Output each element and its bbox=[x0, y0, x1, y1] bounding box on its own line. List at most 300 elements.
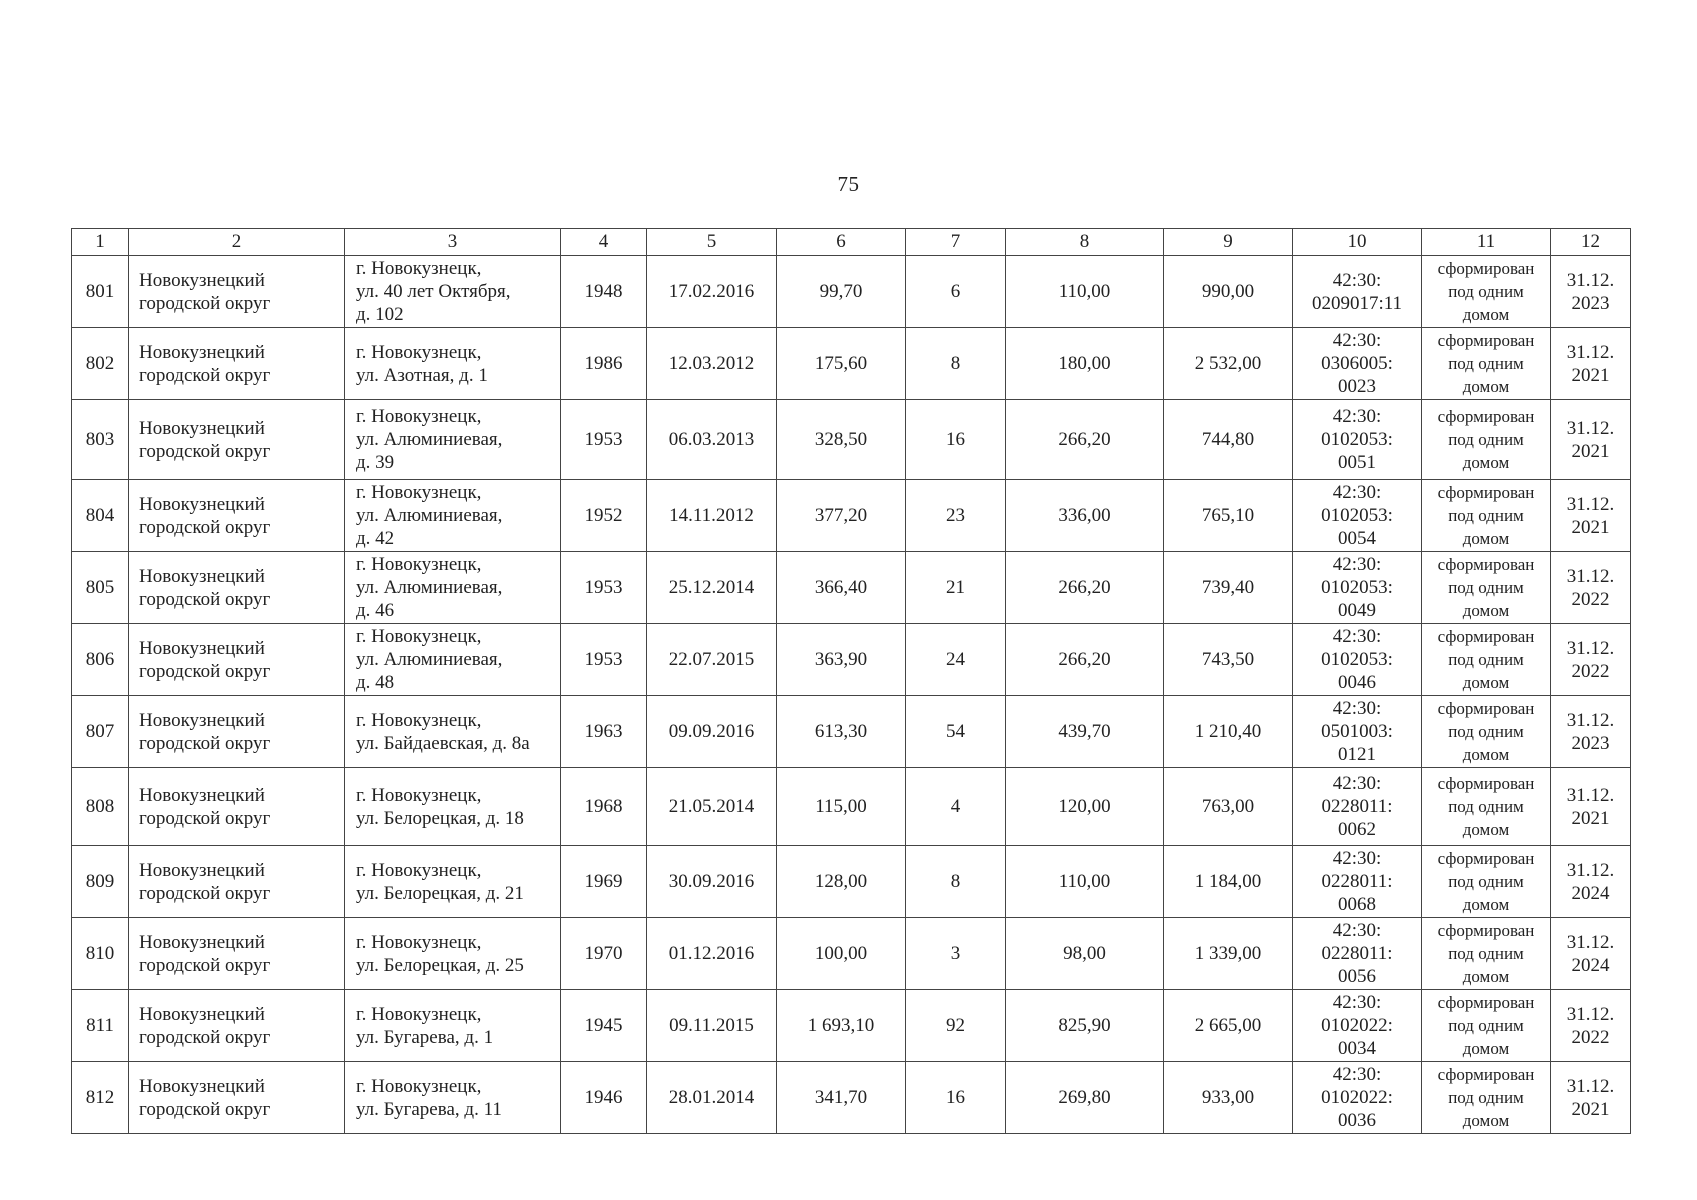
year-cell: 1953 bbox=[561, 624, 647, 696]
address-cell-line: ул. Байдаевская, д. 8а bbox=[356, 732, 530, 754]
deadline-cell-line: 2022 bbox=[1571, 660, 1610, 682]
year-cell: 1953 bbox=[561, 552, 647, 624]
district-cell-line: городской округ bbox=[139, 516, 271, 538]
deadline-cell bbox=[1551, 552, 1631, 624]
cadastral-number-cell-line: 42:30: bbox=[1332, 992, 1382, 1013]
district-cell-line: Новокузнецкий bbox=[139, 709, 265, 731]
table-row bbox=[72, 696, 1631, 768]
cadastral-number-cell bbox=[1293, 990, 1422, 1062]
year-cell: 1948 bbox=[561, 256, 647, 328]
land-status-cell-line: сформирован bbox=[1437, 849, 1535, 868]
cadastral-number-cell bbox=[1293, 328, 1422, 400]
deadline-cell-line: 31.12. bbox=[1566, 859, 1615, 881]
residents-cell: 4 bbox=[906, 768, 1006, 846]
column-8-cell: 336,00 bbox=[1006, 480, 1164, 552]
address-cell-line: д. 39 bbox=[356, 452, 395, 473]
land-status-cell-line: сформирован bbox=[1437, 627, 1535, 646]
area-cell: 175,60 bbox=[777, 328, 906, 400]
cadastral-number-cell bbox=[1293, 696, 1422, 768]
date-cell: 06.03.2013 bbox=[647, 400, 777, 480]
page-number: 75 bbox=[837, 172, 860, 196]
date-cell: 09.09.2016 bbox=[647, 696, 777, 768]
deadline-cell bbox=[1551, 918, 1631, 990]
date-cell: 12.03.2012 bbox=[647, 328, 777, 400]
district-cell-line: городской округ bbox=[139, 732, 271, 754]
land-status-cell-line: сформирован bbox=[1437, 921, 1535, 940]
district-cell-line: Новокузнецкий bbox=[139, 269, 265, 291]
district-cell-line: городской округ bbox=[139, 1026, 271, 1048]
land-status-cell-line: домом bbox=[1462, 529, 1510, 548]
column-8-cell: 439,70 bbox=[1006, 696, 1164, 768]
column-header: 1 bbox=[72, 229, 129, 256]
year-cell: 1963 bbox=[561, 696, 647, 768]
column-8-cell: 266,20 bbox=[1006, 552, 1164, 624]
land-status-cell-line: домом bbox=[1462, 453, 1510, 472]
table-row bbox=[72, 846, 1631, 918]
residents-cell: 8 bbox=[906, 846, 1006, 918]
column-9-cell: 743,50 bbox=[1164, 624, 1293, 696]
cadastral-number-cell-line: 0102053: bbox=[1321, 429, 1393, 450]
column-9-cell: 2 665,00 bbox=[1164, 990, 1293, 1062]
date-cell: 09.11.2015 bbox=[647, 990, 777, 1062]
column-header: 8 bbox=[1006, 229, 1164, 256]
cadastral-number-cell-line: 0228011: bbox=[1321, 871, 1393, 892]
row-number: 805 bbox=[72, 552, 129, 624]
cadastral-number-cell bbox=[1293, 1062, 1422, 1134]
cadastral-number-cell-line: 0306005: bbox=[1321, 353, 1393, 374]
residents-cell: 21 bbox=[906, 552, 1006, 624]
column-header: 4 bbox=[561, 229, 647, 256]
district-cell-line: городской округ bbox=[139, 882, 271, 904]
district-cell-line: Новокузнецкий bbox=[139, 417, 265, 439]
district-cell-line: Новокузнецкий bbox=[139, 493, 265, 515]
column-header: 3 bbox=[345, 229, 561, 256]
district-cell-line: Новокузнецкий bbox=[139, 931, 265, 953]
deadline-cell-line: 31.12. bbox=[1566, 1075, 1615, 1097]
cadastral-number-cell-line: 0034 bbox=[1338, 1038, 1376, 1059]
row-number: 803 bbox=[72, 400, 129, 480]
district-cell-line: Новокузнецкий bbox=[139, 637, 265, 659]
address-cell-line: д. 46 bbox=[356, 600, 395, 621]
address-cell bbox=[345, 256, 561, 328]
area-cell: 613,30 bbox=[777, 696, 906, 768]
deadline-cell-line: 31.12. bbox=[1566, 565, 1615, 587]
area-cell: 377,20 bbox=[777, 480, 906, 552]
address-cell-line: г. Новокузнецк, bbox=[356, 931, 482, 953]
district-cell bbox=[129, 328, 345, 400]
residents-cell: 24 bbox=[906, 624, 1006, 696]
deadline-cell-line: 31.12. bbox=[1566, 637, 1615, 659]
land-status-cell-line: под одним bbox=[1448, 1088, 1524, 1107]
address-cell bbox=[345, 624, 561, 696]
column-header: 6 bbox=[777, 229, 906, 256]
district-cell bbox=[129, 624, 345, 696]
address-cell-line: ул. Алюминиевая, bbox=[356, 429, 503, 450]
residents-cell: 16 bbox=[906, 400, 1006, 480]
land-status-cell-line: сформирован bbox=[1437, 699, 1535, 718]
column-9-cell: 1 339,00 bbox=[1164, 918, 1293, 990]
district-cell bbox=[129, 400, 345, 480]
land-status-cell-line: домом bbox=[1462, 377, 1510, 396]
row-number: 811 bbox=[72, 990, 129, 1062]
land-status-cell-line: под одним bbox=[1448, 650, 1524, 669]
land-status-cell bbox=[1422, 1062, 1551, 1134]
address-cell-line: д. 48 bbox=[356, 672, 395, 693]
year-cell: 1986 bbox=[561, 328, 647, 400]
year-cell: 1969 bbox=[561, 846, 647, 918]
area-cell: 128,00 bbox=[777, 846, 906, 918]
area-cell: 328,50 bbox=[777, 400, 906, 480]
cadastral-number-cell bbox=[1293, 400, 1422, 480]
land-status-cell-line: сформирован bbox=[1437, 259, 1535, 278]
land-status-cell-line: под одним bbox=[1448, 722, 1524, 741]
land-status-cell-line: сформирован bbox=[1437, 555, 1535, 574]
land-status-cell-line: домом bbox=[1462, 601, 1510, 620]
cadastral-number-cell-line: 0062 bbox=[1338, 819, 1376, 840]
district-cell-line: городской округ bbox=[139, 588, 271, 610]
district-cell-line: городской округ bbox=[139, 364, 271, 386]
cadastral-number-cell bbox=[1293, 624, 1422, 696]
address-cell-line: ул. Алюминиевая, bbox=[356, 649, 503, 670]
land-status-cell bbox=[1422, 918, 1551, 990]
land-status-cell-line: сформирован bbox=[1437, 993, 1535, 1012]
date-cell: 25.12.2014 bbox=[647, 552, 777, 624]
address-cell bbox=[345, 328, 561, 400]
area-cell: 100,00 bbox=[777, 918, 906, 990]
address-cell-line: ул. Бугарева, д. 11 bbox=[356, 1098, 502, 1120]
district-cell-line: Новокузнецкий bbox=[139, 341, 265, 363]
district-cell bbox=[129, 480, 345, 552]
residents-cell: 23 bbox=[906, 480, 1006, 552]
deadline-cell-line: 2021 bbox=[1571, 516, 1610, 538]
cadastral-number-cell-line: 42:30: bbox=[1332, 920, 1382, 941]
district-cell-line: городской округ bbox=[139, 292, 271, 314]
address-cell bbox=[345, 480, 561, 552]
cadastral-number-cell-line: 0023 bbox=[1338, 376, 1376, 397]
land-status-cell-line: под одним bbox=[1448, 282, 1524, 301]
date-cell: 17.02.2016 bbox=[647, 256, 777, 328]
deadline-cell-line: 2021 bbox=[1571, 364, 1610, 386]
deadline-cell-line: 2021 bbox=[1571, 807, 1610, 829]
address-cell bbox=[345, 768, 561, 846]
column-8-cell: 110,00 bbox=[1006, 256, 1164, 328]
deadline-cell bbox=[1551, 256, 1631, 328]
address-cell-line: г. Новокузнецк, bbox=[356, 341, 482, 363]
deadline-cell-line: 2022 bbox=[1571, 588, 1610, 610]
row-number: 809 bbox=[72, 846, 129, 918]
table-row bbox=[72, 990, 1631, 1062]
address-cell-line: г. Новокузнецк, bbox=[356, 784, 482, 806]
cadastral-number-cell-line: 0036 bbox=[1338, 1110, 1376, 1131]
column-8-cell: 180,00 bbox=[1006, 328, 1164, 400]
deadline-cell bbox=[1551, 1062, 1631, 1134]
district-cell-line: Новокузнецкий bbox=[139, 784, 265, 806]
row-number: 810 bbox=[72, 918, 129, 990]
cadastral-number-cell bbox=[1293, 552, 1422, 624]
deadline-cell-line: 2021 bbox=[1571, 440, 1610, 462]
address-cell-line: г. Новокузнецк, bbox=[356, 1075, 482, 1097]
year-cell: 1946 bbox=[561, 1062, 647, 1134]
address-cell bbox=[345, 696, 561, 768]
date-cell: 14.11.2012 bbox=[647, 480, 777, 552]
column-header: 11 bbox=[1422, 229, 1551, 256]
cadastral-number-cell-line: 42:30: bbox=[1332, 698, 1382, 719]
deadline-cell-line: 31.12. bbox=[1566, 493, 1615, 515]
cadastral-number-cell bbox=[1293, 768, 1422, 846]
cadastral-number-cell-line: 0056 bbox=[1338, 966, 1376, 987]
cadastral-number-cell-line: 0102053: bbox=[1321, 649, 1393, 670]
district-cell-line: городской округ bbox=[139, 807, 271, 829]
table-row bbox=[72, 1062, 1631, 1134]
table-row bbox=[72, 552, 1631, 624]
district-cell bbox=[129, 552, 345, 624]
district-cell-line: Новокузнецкий bbox=[139, 859, 265, 881]
date-cell: 21.05.2014 bbox=[647, 768, 777, 846]
column-8-cell: 266,20 bbox=[1006, 624, 1164, 696]
deadline-cell-line: 2021 bbox=[1571, 1098, 1610, 1120]
cadastral-number-cell-line: 0102053: bbox=[1321, 505, 1393, 526]
column-9-cell: 1 210,40 bbox=[1164, 696, 1293, 768]
district-cell-line: Новокузнецкий bbox=[139, 1075, 265, 1097]
column-header: 5 bbox=[647, 229, 777, 256]
address-cell-line: ул. Белорецкая, д. 25 bbox=[356, 954, 524, 976]
column-number-row bbox=[72, 229, 1631, 256]
column-8-cell: 825,90 bbox=[1006, 990, 1164, 1062]
district-cell bbox=[129, 1062, 345, 1134]
land-status-cell-line: домом bbox=[1462, 673, 1510, 692]
year-cell: 1968 bbox=[561, 768, 647, 846]
cadastral-number-cell-line: 0046 bbox=[1338, 672, 1376, 693]
land-status-cell-line: сформирован bbox=[1437, 331, 1535, 350]
date-cell: 30.09.2016 bbox=[647, 846, 777, 918]
cadastral-number-cell-line: 42:30: bbox=[1332, 269, 1382, 291]
address-cell-line: ул. 40 лет Октября, bbox=[356, 281, 511, 302]
land-status-cell bbox=[1422, 696, 1551, 768]
deadline-cell bbox=[1551, 846, 1631, 918]
district-cell-line: Новокузнецкий bbox=[139, 1003, 265, 1025]
column-8-cell: 98,00 bbox=[1006, 918, 1164, 990]
year-cell: 1970 bbox=[561, 918, 647, 990]
column-header: 12 bbox=[1551, 229, 1631, 256]
cadastral-number-cell-line: 42:30: bbox=[1332, 482, 1382, 503]
residents-cell: 16 bbox=[906, 1062, 1006, 1134]
address-cell-line: ул. Бугарева, д. 1 bbox=[356, 1026, 494, 1048]
year-cell: 1945 bbox=[561, 990, 647, 1062]
deadline-cell bbox=[1551, 696, 1631, 768]
address-cell-line: г. Новокузнецк, bbox=[356, 406, 482, 427]
land-status-cell bbox=[1422, 480, 1551, 552]
cadastral-number-cell-line: 42:30: bbox=[1332, 330, 1382, 351]
deadline-cell-line: 31.12. bbox=[1566, 931, 1615, 953]
land-status-cell-line: сформирован bbox=[1437, 1065, 1535, 1084]
column-9-cell: 739,40 bbox=[1164, 552, 1293, 624]
year-cell: 1953 bbox=[561, 400, 647, 480]
row-number: 812 bbox=[72, 1062, 129, 1134]
land-status-cell-line: под одним bbox=[1448, 430, 1524, 449]
cadastral-number-cell-line: 0102022: bbox=[1321, 1015, 1393, 1036]
row-number: 802 bbox=[72, 328, 129, 400]
district-cell bbox=[129, 918, 345, 990]
address-cell-line: ул. Алюминиевая, bbox=[356, 505, 503, 526]
address-cell-line: ул. Азотная, д. 1 bbox=[356, 364, 488, 386]
row-number: 807 bbox=[72, 696, 129, 768]
deadline-cell bbox=[1551, 990, 1631, 1062]
land-status-cell-line: под одним bbox=[1448, 872, 1524, 891]
area-cell: 366,40 bbox=[777, 552, 906, 624]
residents-cell: 54 bbox=[906, 696, 1006, 768]
address-cell-line: г. Новокузнецк, bbox=[356, 1003, 482, 1025]
deadline-cell-line: 2023 bbox=[1571, 732, 1610, 754]
table-row bbox=[72, 256, 1631, 328]
land-status-cell-line: под одним bbox=[1448, 944, 1524, 963]
district-cell bbox=[129, 846, 345, 918]
land-status-cell-line: домом bbox=[1462, 745, 1510, 764]
land-status-cell-line: домом bbox=[1462, 1111, 1510, 1130]
cadastral-number-cell-line: 42:30: bbox=[1332, 773, 1382, 794]
housing-registry-table bbox=[71, 228, 1631, 1134]
row-number: 808 bbox=[72, 768, 129, 846]
cadastral-number-cell bbox=[1293, 918, 1422, 990]
cadastral-number-cell bbox=[1293, 256, 1422, 328]
year-cell: 1952 bbox=[561, 480, 647, 552]
district-cell-line: городской округ bbox=[139, 954, 271, 976]
table-row bbox=[72, 624, 1631, 696]
column-8-cell: 110,00 bbox=[1006, 846, 1164, 918]
cadastral-number-cell-line: 0228011: bbox=[1321, 796, 1393, 817]
district-cell-line: городской округ bbox=[139, 1098, 271, 1120]
land-status-cell-line: сформирован bbox=[1437, 774, 1535, 793]
address-cell-line: г. Новокузнецк, bbox=[356, 626, 482, 647]
cadastral-number-cell-line: 0121 bbox=[1338, 744, 1376, 765]
land-status-cell bbox=[1422, 400, 1551, 480]
column-header: 2 bbox=[129, 229, 345, 256]
column-9-cell: 763,00 bbox=[1164, 768, 1293, 846]
address-cell bbox=[345, 990, 561, 1062]
column-header: 10 bbox=[1293, 229, 1422, 256]
column-9-cell: 990,00 bbox=[1164, 256, 1293, 328]
cadastral-number-cell-line: 42:30: bbox=[1332, 848, 1382, 869]
table-row bbox=[72, 328, 1631, 400]
address-cell-line: ул. Белорецкая, д. 18 bbox=[356, 807, 524, 829]
deadline-cell bbox=[1551, 480, 1631, 552]
cadastral-number-cell-line: 42:30: bbox=[1332, 626, 1382, 647]
address-cell bbox=[345, 918, 561, 990]
address-cell-line: ул. Алюминиевая, bbox=[356, 577, 503, 598]
district-cell bbox=[129, 256, 345, 328]
district-cell-line: городской округ bbox=[139, 660, 271, 682]
land-status-cell-line: под одним bbox=[1448, 578, 1524, 597]
row-number: 801 bbox=[72, 256, 129, 328]
land-status-cell bbox=[1422, 552, 1551, 624]
district-cell bbox=[129, 696, 345, 768]
land-status-cell-line: под одним bbox=[1448, 506, 1524, 525]
area-cell: 341,70 bbox=[777, 1062, 906, 1134]
address-cell-line: г. Новокузнецк, bbox=[356, 554, 482, 575]
cadastral-number-cell bbox=[1293, 846, 1422, 918]
cadastral-number-cell-line: 0051 bbox=[1338, 452, 1376, 473]
column-9-cell: 1 184,00 bbox=[1164, 846, 1293, 918]
deadline-cell-line: 31.12. bbox=[1566, 417, 1615, 439]
cadastral-number-cell-line: 42:30: bbox=[1332, 1064, 1382, 1085]
residents-cell: 92 bbox=[906, 990, 1006, 1062]
cadastral-number-cell bbox=[1293, 480, 1422, 552]
land-status-cell bbox=[1422, 256, 1551, 328]
land-status-cell-line: под одним bbox=[1448, 354, 1524, 373]
column-9-cell: 2 532,00 bbox=[1164, 328, 1293, 400]
table-row bbox=[72, 918, 1631, 990]
land-status-cell-line: под одним bbox=[1448, 797, 1524, 816]
table-row bbox=[72, 400, 1631, 480]
deadline-cell bbox=[1551, 328, 1631, 400]
residents-cell: 6 bbox=[906, 256, 1006, 328]
row-number: 806 bbox=[72, 624, 129, 696]
land-status-cell-line: домом bbox=[1462, 895, 1510, 914]
area-cell: 115,00 bbox=[777, 768, 906, 846]
address-cell-line: г. Новокузнецк, bbox=[356, 482, 482, 503]
cadastral-number-cell-line: 42:30: bbox=[1332, 406, 1382, 427]
deadline-cell-line: 31.12. bbox=[1566, 1003, 1615, 1025]
land-status-cell-line: домом bbox=[1462, 820, 1510, 839]
deadline-cell bbox=[1551, 400, 1631, 480]
land-status-cell bbox=[1422, 990, 1551, 1062]
deadline-cell-line: 2023 bbox=[1571, 292, 1610, 314]
land-status-cell bbox=[1422, 846, 1551, 918]
column-header: 7 bbox=[906, 229, 1006, 256]
land-status-cell bbox=[1422, 328, 1551, 400]
address-cell bbox=[345, 552, 561, 624]
address-cell-line: ул. Белорецкая, д. 21 bbox=[356, 882, 524, 904]
table-row bbox=[72, 480, 1631, 552]
address-cell bbox=[345, 1062, 561, 1134]
table-row bbox=[72, 768, 1631, 846]
deadline-cell bbox=[1551, 768, 1631, 846]
land-status-cell-line: сформирован bbox=[1437, 483, 1535, 502]
date-cell: 28.01.2014 bbox=[647, 1062, 777, 1134]
cadastral-number-cell-line: 0102053: bbox=[1321, 577, 1393, 598]
column-8-cell: 269,80 bbox=[1006, 1062, 1164, 1134]
area-cell: 1 693,10 bbox=[777, 990, 906, 1062]
address-cell bbox=[345, 846, 561, 918]
date-cell: 22.07.2015 bbox=[647, 624, 777, 696]
address-cell-line: д. 102 bbox=[356, 304, 404, 325]
deadline-cell-line: 2024 bbox=[1571, 954, 1610, 976]
column-8-cell: 266,20 bbox=[1006, 400, 1164, 480]
residents-cell: 3 bbox=[906, 918, 1006, 990]
address-cell-line: д. 42 bbox=[356, 528, 395, 549]
table-body bbox=[72, 256, 1631, 1134]
land-status-cell bbox=[1422, 768, 1551, 846]
cadastral-number-cell-line: 0049 bbox=[1338, 600, 1376, 621]
cadastral-number-cell-line: 0228011: bbox=[1321, 943, 1393, 964]
land-status-cell-line: домом bbox=[1462, 305, 1510, 324]
column-9-cell: 933,00 bbox=[1164, 1062, 1293, 1134]
cadastral-number-cell-line: 0209017:11 bbox=[1311, 292, 1403, 314]
deadline-cell-line: 31.12. bbox=[1566, 341, 1615, 363]
column-header: 9 bbox=[1164, 229, 1293, 256]
cadastral-number-cell-line: 0054 bbox=[1338, 528, 1376, 549]
land-status-cell bbox=[1422, 624, 1551, 696]
district-cell bbox=[129, 990, 345, 1062]
row-number: 804 bbox=[72, 480, 129, 552]
date-cell: 01.12.2016 bbox=[647, 918, 777, 990]
land-status-cell-line: домом bbox=[1462, 1039, 1510, 1058]
district-cell-line: Новокузнецкий bbox=[139, 565, 265, 587]
deadline-cell-line: 2022 bbox=[1571, 1026, 1610, 1048]
deadline-cell-line: 2024 bbox=[1571, 882, 1610, 904]
land-status-cell-line: сформирован bbox=[1437, 407, 1535, 426]
district-cell-line: городской округ bbox=[139, 440, 271, 462]
column-9-cell: 765,10 bbox=[1164, 480, 1293, 552]
